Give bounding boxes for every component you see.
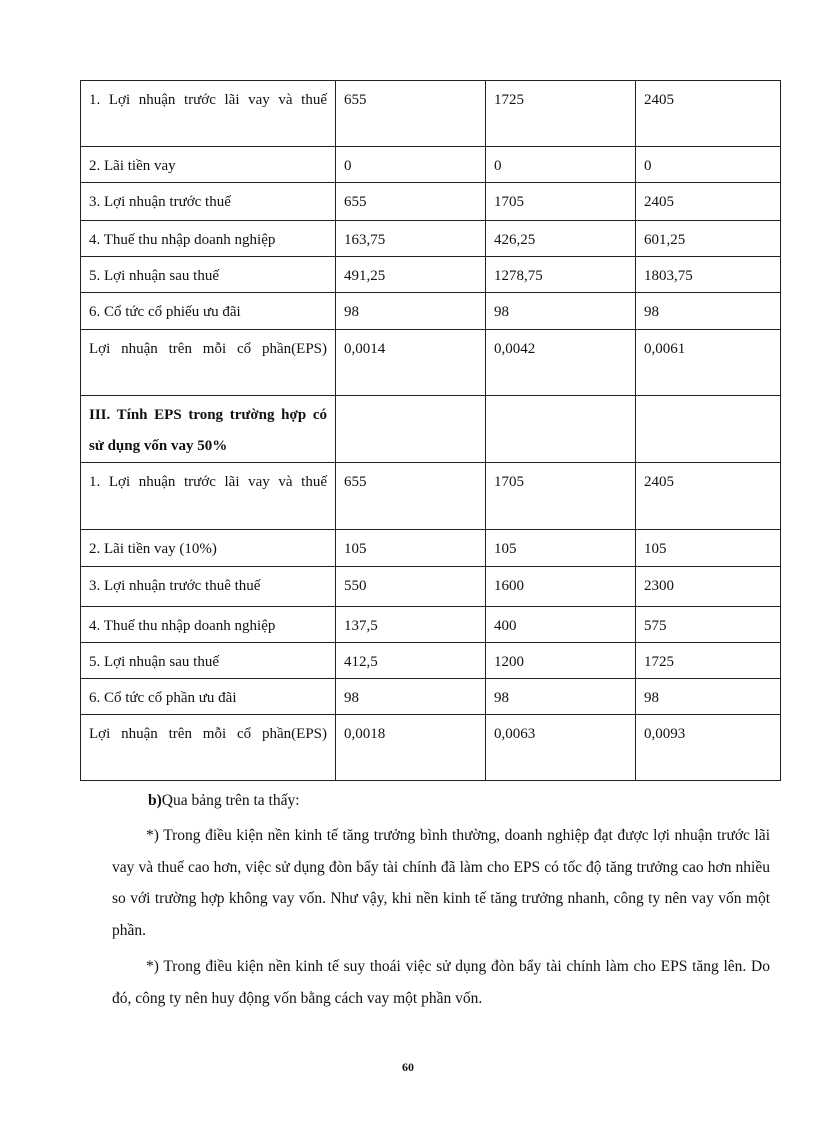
value-cell: 1803,75 bbox=[636, 257, 781, 293]
value-cell: 98 bbox=[486, 679, 636, 715]
table-row bbox=[81, 643, 781, 679]
section-heading: III. Tính EPS trong trường hợp có sử dụng vốn vay 50% bbox=[81, 396, 336, 463]
table-row bbox=[81, 463, 781, 530]
value-cell: 98 bbox=[636, 679, 781, 715]
heading-marker: b) bbox=[148, 792, 162, 809]
value-cell: 655 bbox=[336, 183, 486, 221]
value-cell: 0,0063 bbox=[486, 715, 636, 781]
value-cell: 105 bbox=[336, 530, 486, 567]
value-cell: 0,0093 bbox=[636, 715, 781, 781]
row-label: 1. Lợi nhuận trước lãi vay và thuế bbox=[81, 81, 336, 147]
row-label: 6. Cổ tức cổ phiếu ưu đãi bbox=[81, 293, 336, 330]
row-label: 4. Thuế thu nhập doanh nghiệp bbox=[81, 221, 336, 257]
value-cell: 550 bbox=[336, 567, 486, 607]
table-row bbox=[81, 293, 781, 330]
value-cell: 1725 bbox=[486, 81, 636, 147]
value-cell: 1200 bbox=[486, 643, 636, 679]
table-row bbox=[81, 81, 781, 147]
eps-table bbox=[80, 80, 781, 781]
table-row bbox=[81, 530, 781, 567]
row-label: 5. Lợi nhuận sau thuế bbox=[81, 257, 336, 293]
value-cell: 655 bbox=[336, 81, 486, 147]
value-cell: 400 bbox=[486, 607, 636, 643]
value-cell bbox=[336, 396, 486, 463]
value-cell: 0,0061 bbox=[636, 330, 781, 396]
value-cell: 655 bbox=[336, 463, 486, 530]
row-label: 3. Lợi nhuận trước thuế bbox=[81, 183, 336, 221]
value-cell: 2405 bbox=[636, 81, 781, 147]
value-cell: 98 bbox=[336, 679, 486, 715]
paragraph-recession bbox=[112, 951, 770, 1014]
value-cell bbox=[486, 396, 636, 463]
value-cell bbox=[636, 396, 781, 463]
table-row bbox=[81, 221, 781, 257]
value-cell: 0,0014 bbox=[336, 330, 486, 396]
row-label: 4. Thuế thu nhập doanh nghiệp bbox=[81, 607, 336, 643]
value-cell: 98 bbox=[486, 293, 636, 330]
value-cell: 0 bbox=[336, 147, 486, 183]
value-cell: 163,75 bbox=[336, 221, 486, 257]
value-cell: 0,0018 bbox=[336, 715, 486, 781]
row-label: 2. Lãi tiền vay (10%) bbox=[81, 530, 336, 567]
value-cell: 1600 bbox=[486, 567, 636, 607]
table-row bbox=[81, 679, 781, 715]
paragraph-growth bbox=[112, 820, 770, 946]
row-label: Lợi nhuận trên mỗi cổ phần(EPS) bbox=[81, 715, 336, 781]
table-row bbox=[81, 715, 781, 781]
row-label: Lợi nhuận trên mỗi cổ phần(EPS) bbox=[81, 330, 336, 396]
value-cell: 1725 bbox=[636, 643, 781, 679]
row-label: 2. Lãi tiền vay bbox=[81, 147, 336, 183]
value-cell: 0 bbox=[486, 147, 636, 183]
value-cell: 1705 bbox=[486, 183, 636, 221]
value-cell: 426,25 bbox=[486, 221, 636, 257]
table-row bbox=[81, 607, 781, 643]
table-row bbox=[81, 567, 781, 607]
table-row bbox=[81, 257, 781, 293]
value-cell: 0,0042 bbox=[486, 330, 636, 396]
value-cell: 1278,75 bbox=[486, 257, 636, 293]
row-label: 1. Lợi nhuận trước lãi vay và thuế bbox=[81, 463, 336, 530]
value-cell: 98 bbox=[336, 293, 486, 330]
row-label: 3. Lợi nhuận trước thuê thuế bbox=[81, 567, 336, 607]
value-cell: 105 bbox=[636, 530, 781, 567]
page-number: 60 bbox=[402, 1060, 414, 1074]
value-cell: 601,25 bbox=[636, 221, 781, 257]
value-cell: 137,5 bbox=[336, 607, 486, 643]
value-cell: 2405 bbox=[636, 463, 781, 530]
value-cell: 2300 bbox=[636, 567, 781, 607]
value-cell: 105 bbox=[486, 530, 636, 567]
value-cell: 1705 bbox=[486, 463, 636, 530]
table-row bbox=[81, 147, 781, 183]
paragraph-text: *) Trong điều kiện nền kinh tế tăng trưởng bình thường, doanh nghiệp đạt được lợi nhuận trước lãi vay và thuế cao hơn, việc sử dụng đòn bẩy tài chính đã làm cho EPS có tốc độ tăng trưởng cao hơn nhiều so với trường hợp không vay vốn. Như vậy, khi nền kinh tế tăng trưởng nhanh, công ty nên vay vốn một phần. bbox=[112, 827, 770, 939]
value-cell: 0 bbox=[636, 147, 781, 183]
value-cell: 98 bbox=[636, 293, 781, 330]
table-row bbox=[81, 330, 781, 396]
value-cell: 412,5 bbox=[336, 643, 486, 679]
table-row bbox=[81, 183, 781, 221]
heading-text: Qua bảng trên ta thấy: bbox=[161, 792, 300, 809]
value-cell: 491,25 bbox=[336, 257, 486, 293]
conclusion-heading bbox=[148, 792, 300, 810]
row-label: 5. Lợi nhuận sau thuế bbox=[81, 643, 336, 679]
row-label: 6. Cổ tức cổ phần ưu đãi bbox=[81, 679, 336, 715]
value-cell: 575 bbox=[636, 607, 781, 643]
paragraph-text: *) Trong điều kiện nền kinh tế suy thoái việc sử dụng đòn bẩy tài chính làm cho EPS tăng lên. Do đó, công ty nên huy động vốn bằng cách vay một phần vốn. bbox=[112, 958, 770, 1007]
section-header-row bbox=[81, 396, 781, 463]
value-cell: 2405 bbox=[636, 183, 781, 221]
